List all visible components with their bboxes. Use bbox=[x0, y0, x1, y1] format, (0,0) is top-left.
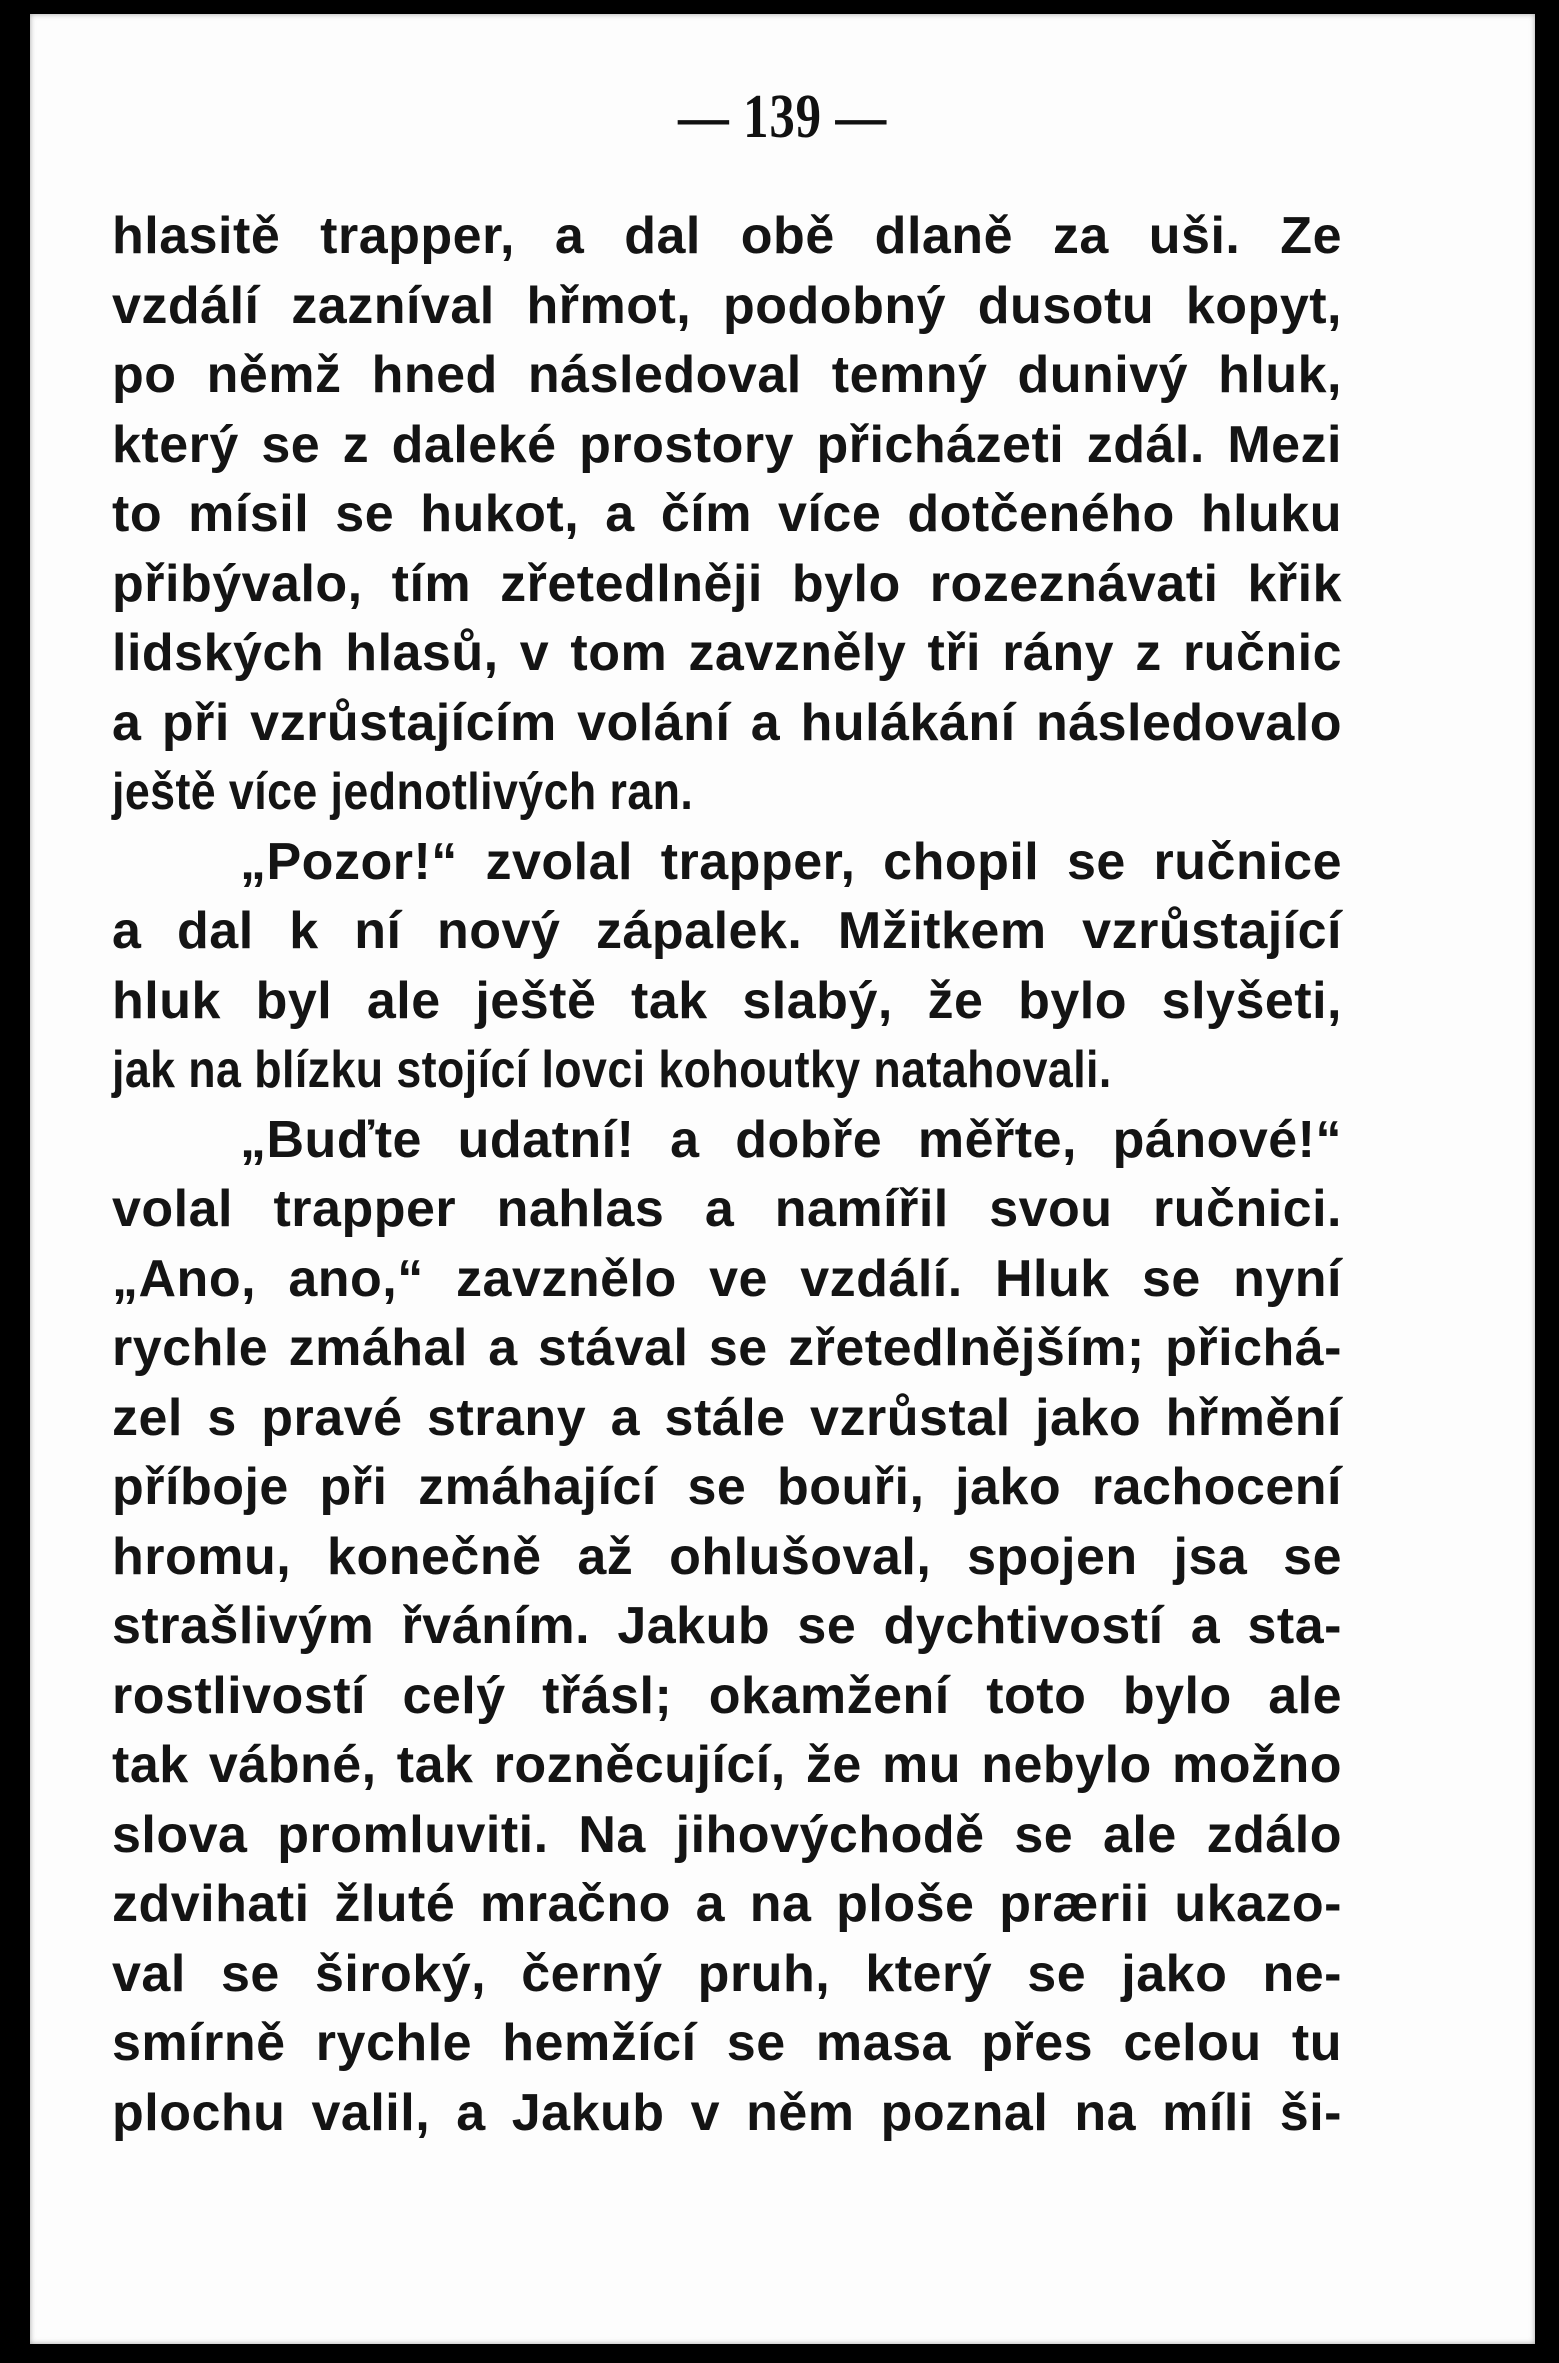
book-page bbox=[30, 14, 1535, 2344]
text-line bbox=[112, 1384, 1342, 1454]
text-line bbox=[112, 341, 1342, 411]
text-line-content: slova promluviti. Na jihovýchodě se ale zdálo bbox=[112, 1805, 1342, 1864]
text-line-content: hlasitě trapper, a dal obě dlaně za uši. Ze bbox=[112, 207, 1342, 265]
text-line-content: a dal k ní nový zápalek. Mžitkem vzrůstající bbox=[112, 902, 1342, 960]
text-line bbox=[112, 689, 1342, 759]
text-line bbox=[112, 1592, 1342, 1662]
text-line bbox=[112, 480, 1342, 550]
text-line bbox=[112, 1662, 1342, 1732]
text-line-content: rychle zmáhal a stával se zřetedlnějším; přichá- bbox=[112, 1319, 1342, 1377]
text-line-content: po němž hned následoval temný dunivý hluk, bbox=[112, 346, 1342, 404]
text-line-content: „Pozor!“ zvolal trapper, chopil se ručnice bbox=[240, 832, 1342, 891]
text-line bbox=[112, 1175, 1342, 1245]
text-line bbox=[112, 202, 1342, 272]
text-line bbox=[112, 1106, 1342, 1176]
text-line-content: zdvihati žluté mračno a na ploše prærii ukazo- bbox=[112, 1875, 1342, 1933]
text-line bbox=[112, 1940, 1342, 2010]
text-line bbox=[112, 1731, 1342, 1801]
text-line-content: zel s pravé strany a stále vzrůstal jako hřmění bbox=[112, 1388, 1342, 1447]
text-line-content: to mísil se hukot, a čím více dotčeného hluku bbox=[112, 485, 1342, 543]
text-line-content: a při vzrůstajícím volání a hulákání následovalo bbox=[112, 693, 1342, 752]
text-line bbox=[112, 550, 1342, 620]
text-line bbox=[112, 1523, 1342, 1593]
text-line bbox=[112, 2009, 1342, 2079]
text-line bbox=[112, 1801, 1342, 1871]
text-line bbox=[112, 1453, 1342, 1523]
text-line-content: val se široký, černý pruh, který se jako ne- bbox=[112, 1944, 1342, 2003]
text-line-content: plochu valil, a Jakub v něm poznal na míli ši- bbox=[112, 2083, 1342, 2142]
text-line-content: vzdálí zazníval hřmot, podobný dusotu kopyt, bbox=[112, 276, 1342, 335]
body-text bbox=[112, 202, 1342, 2148]
text-line bbox=[112, 1036, 1170, 1106]
text-line bbox=[112, 1870, 1342, 1940]
text-line-content: přibývalo, tím zřetedlněji bylo rozeznávati křik bbox=[112, 554, 1342, 613]
text-line-content: smírně rychle hemžící se masa přes celou tu bbox=[112, 2014, 1342, 2072]
text-line-content: hromu, konečně až ohlušoval, spojen jsa se bbox=[112, 1527, 1342, 1586]
text-line bbox=[112, 967, 1342, 1037]
text-line-content: rostlivostí celý třásl; okamžení toto bylo ale bbox=[112, 1666, 1342, 1725]
text-line bbox=[112, 411, 1342, 481]
text-line-content: „Ano, ano,“ zavznělo ve vzdálí. Hluk se nyní bbox=[112, 1249, 1342, 1308]
text-line-content: ještě více jednotlivých ran. bbox=[112, 763, 694, 821]
text-line-content: jak na blízku stojící lovci kohoutky natahovali. bbox=[112, 1041, 1112, 1099]
text-line bbox=[112, 897, 1342, 967]
text-line-content: příboje při zmáhající se bouři, jako rachocení bbox=[112, 1458, 1342, 1516]
page-number: — 139 — bbox=[677, 83, 888, 151]
text-line-content: hluk byl ale ještě tak slabý, že bylo slyšeti, bbox=[112, 971, 1342, 1030]
text-line-content: „Buďte udatní! a dobře měřte, pánové!“ bbox=[240, 1110, 1342, 1169]
text-line-content: strašlivým řváním. Jakub se dychtivostí a sta- bbox=[112, 1597, 1342, 1655]
text-line bbox=[112, 272, 1342, 342]
text-line bbox=[112, 1314, 1342, 1384]
text-line-content: lidských hlasů, v tom zavzněly tři rány z ručnic bbox=[112, 624, 1342, 682]
text-line bbox=[112, 619, 1342, 689]
text-line bbox=[112, 1245, 1342, 1315]
text-line bbox=[112, 2079, 1342, 2149]
text-line-content: volal trapper nahlas a namířil svou ručnici. bbox=[112, 1180, 1342, 1238]
text-line bbox=[112, 758, 1170, 828]
text-line bbox=[112, 828, 1342, 898]
text-line-content: který se z daleké prostory přicházeti zdál. Mezi bbox=[112, 415, 1342, 474]
text-line-content: tak vábné, tak rozněcující, že mu nebylo možno bbox=[112, 1736, 1342, 1794]
